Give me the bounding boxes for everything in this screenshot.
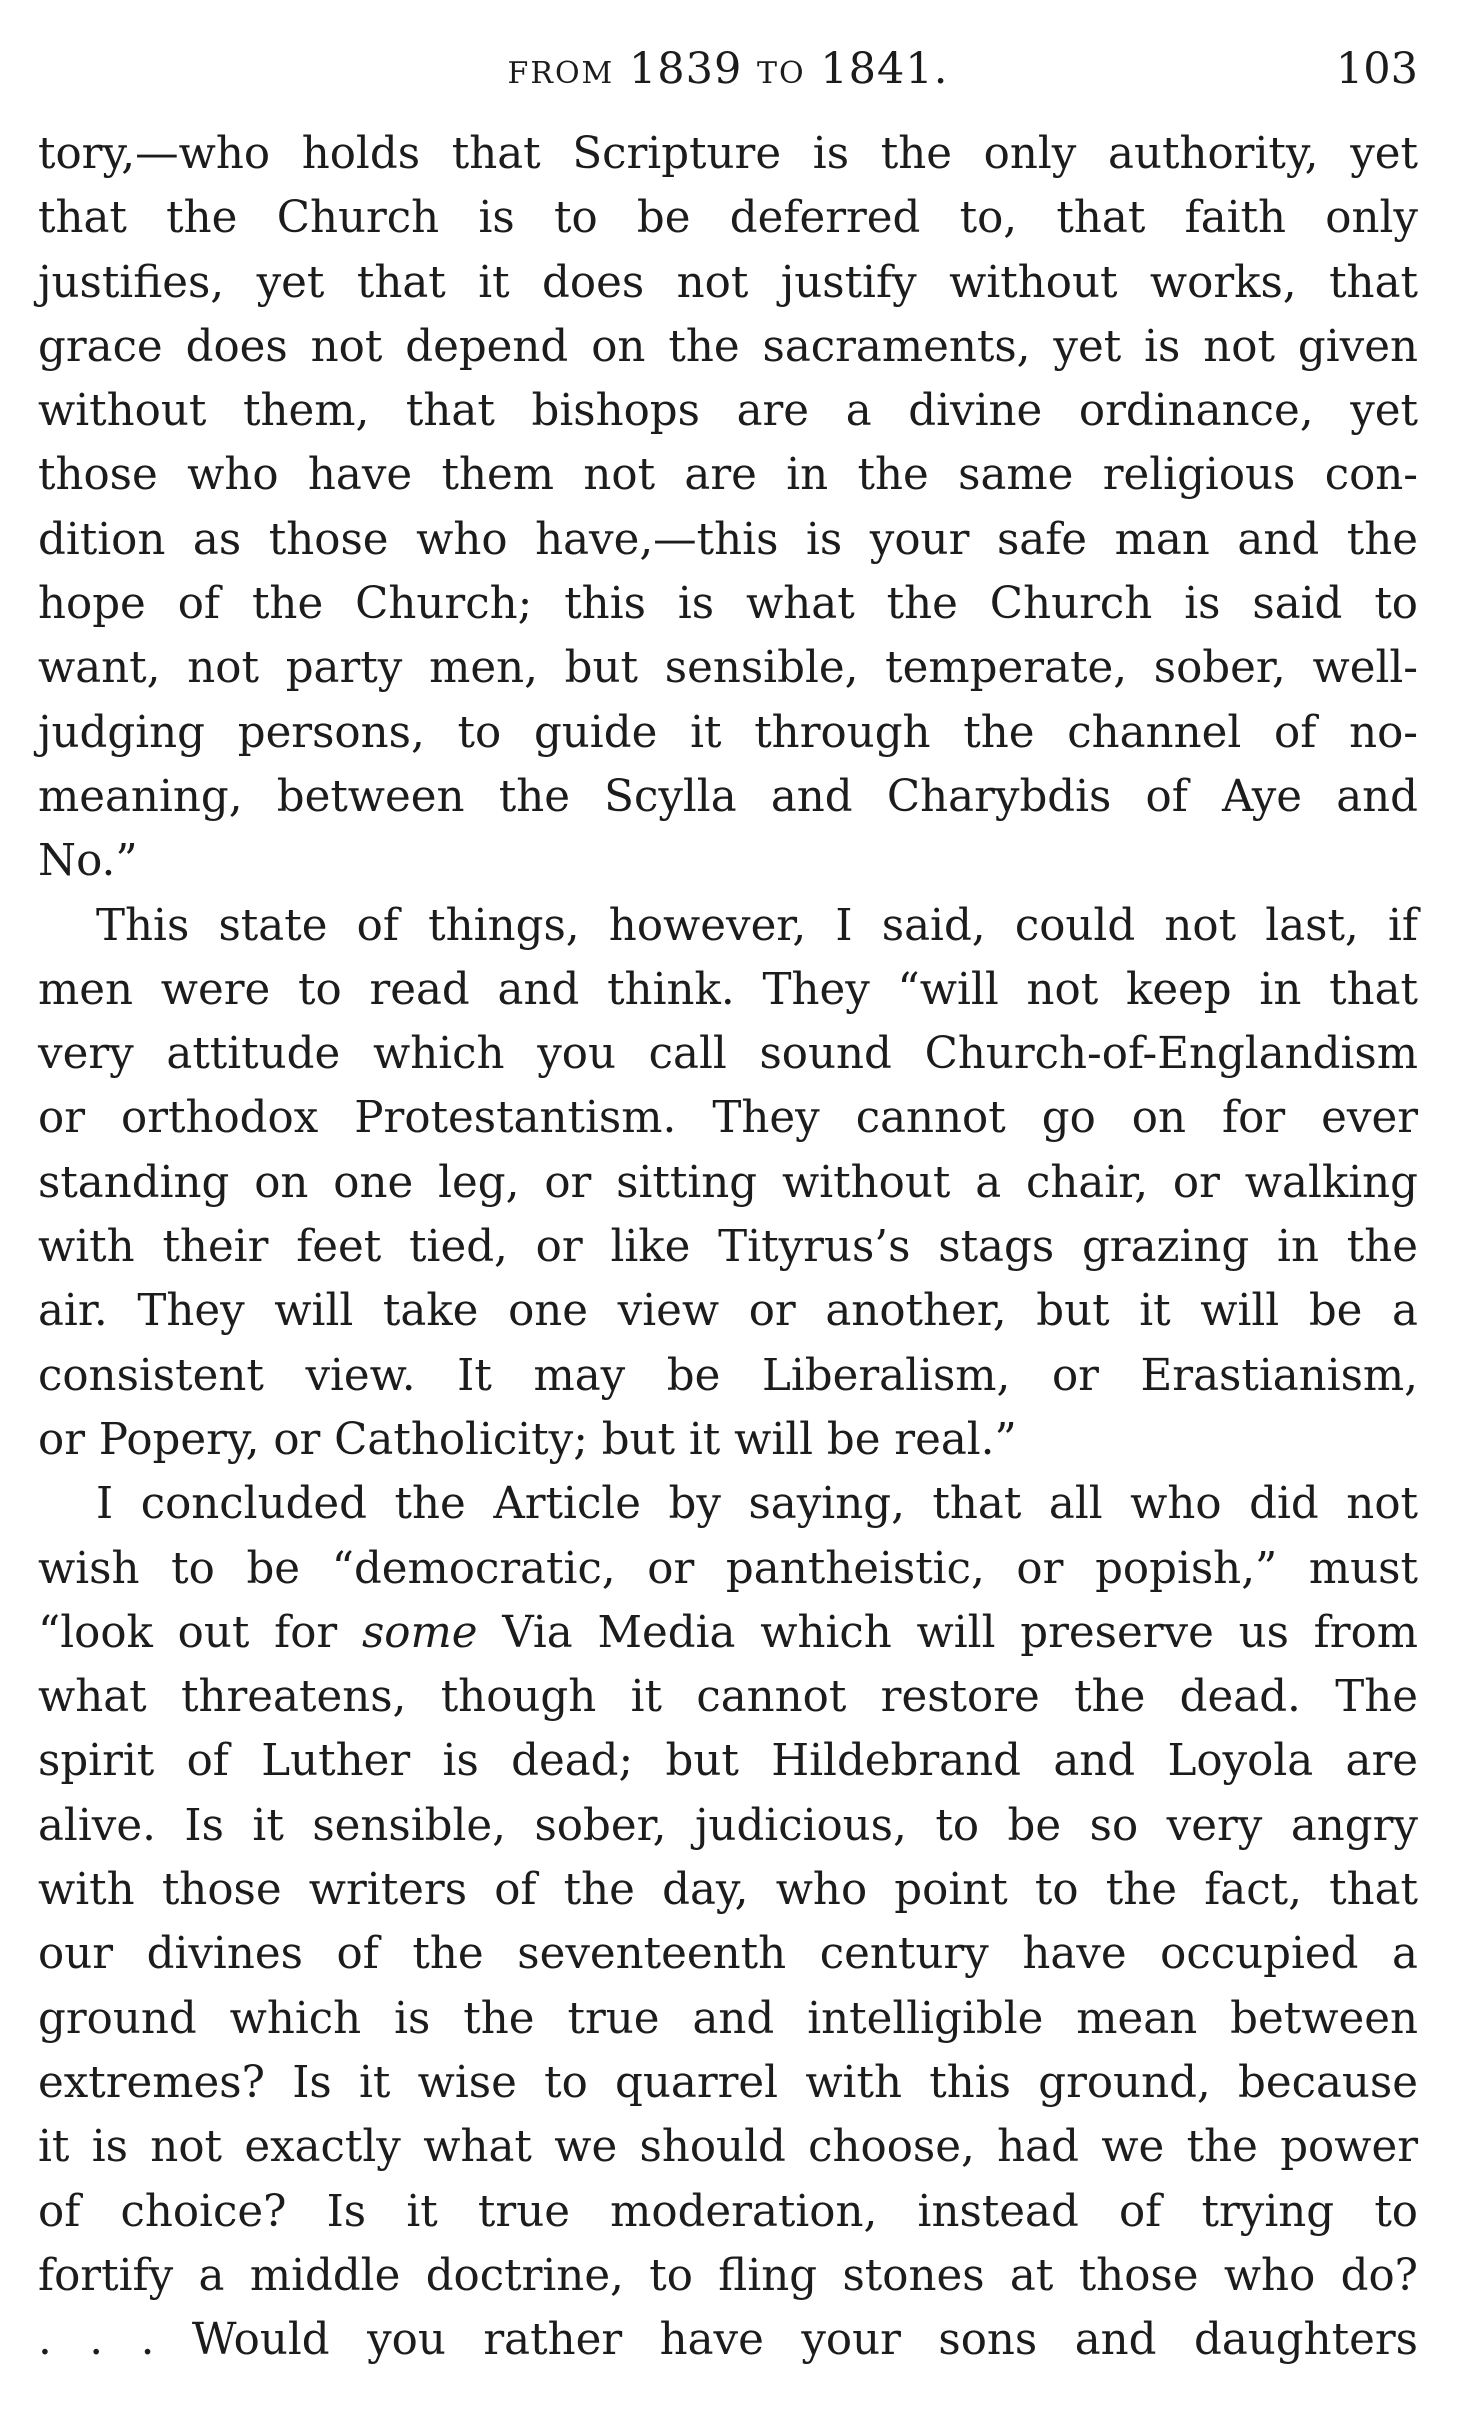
paragraph-1: [38, 122, 1418, 894]
text-line: want, not party men, but sensible, temperate, sober, well-: [38, 643, 1418, 694]
text-line: it is not exactly what we should choose, had we the power: [38, 2122, 1418, 2173]
text-line: meaning, between the Scylla and Charybdis of Aye and: [38, 771, 1418, 822]
body-text: [38, 122, 1418, 2372]
text-line: No.”: [38, 836, 138, 887]
emphasis-some: some: [361, 1607, 478, 1658]
text-line: with those writers of the day, who point to the fact, that: [38, 1865, 1418, 1916]
running-title: [38, 44, 1418, 94]
text-line: grace does not depend on the sacraments, yet is not given: [38, 321, 1418, 372]
paragraph-2: [38, 894, 1418, 1473]
text-line: that the Church is to be deferred to, that faith only: [38, 193, 1418, 244]
text-line: our divines of the seventeenth century have occupied a: [38, 1929, 1418, 1980]
text-line: dition as those who have,—this is your safe man and the: [38, 514, 1418, 565]
text-line: those who have them not are in the same religious con-: [38, 450, 1418, 501]
text-line: men were to read and think. They “will not keep in that: [38, 964, 1418, 1015]
text-line: hope of the Church; this is what the Church is said to: [38, 579, 1418, 630]
text-line: standing on one leg, or sitting without a chair, or walking: [38, 1157, 1418, 1208]
text-line: with their feet tied, or like Tityrus’s stags grazing in the: [38, 1222, 1418, 1273]
text-line: consistent view. It may be Liberalism, or Erastianism,: [38, 1350, 1418, 1401]
text-line: of choice? Is it true moderation, instead of trying to: [38, 2186, 1418, 2237]
text-line: air. They will take one view or another, but it will be a: [38, 1286, 1418, 1337]
text-line: . . . Would you rather have your sons and daughters: [38, 2315, 1418, 2366]
text-line: I concluded the Article by saying, that all who did not: [96, 1479, 1418, 1530]
title-year-end: 1841.: [820, 44, 949, 94]
title-to: TO: [757, 56, 806, 91]
paragraph-3: [38, 1472, 1418, 2372]
running-head: [38, 30, 1418, 122]
text-line: judging persons, to guide it through the channel of no-: [38, 707, 1418, 758]
text-line: very attitude which you call sound Church-of-Englandism: [38, 1029, 1418, 1080]
text-line: spirit of Luther is dead; but Hildebrand and Loyola are: [38, 1736, 1418, 1787]
title-year-start: 1839: [628, 44, 743, 94]
text-line: ground which is the true and intelligible mean between: [38, 1993, 1418, 2044]
text-line: tory,—who holds that Scripture is the only authority, yet: [38, 129, 1418, 179]
book-page: [38, 30, 1418, 2372]
text-line: or orthodox Protestantism. They cannot go on for ever: [38, 1093, 1418, 1144]
text-line: justifies, yet that it does not justify without works, that: [38, 257, 1418, 308]
text-line: or Popery, or Catholicity; but it will be real.”: [38, 1414, 1017, 1465]
text-line: “look out for some Via Media which will preserve us from: [38, 1607, 1419, 1658]
text-line: alive. Is it sensible, sober, judicious, to be so very angry: [38, 1800, 1418, 1851]
title-from: FROM: [507, 56, 615, 91]
page-number: 103: [1335, 44, 1418, 94]
text-line: without them, that bishops are a divine ordinance, yet: [38, 386, 1418, 437]
text-line: what threatens, though it cannot restore the dead. The: [38, 1672, 1418, 1723]
text-line: wish to be “democratic, or pantheistic, or popish,” must: [38, 1543, 1418, 1594]
text-line: extremes? Is it wise to quarrel with this ground, because: [38, 2057, 1418, 2108]
text-line: fortify a middle doctrine, to fling stones at those who do?: [38, 2250, 1418, 2301]
text-line: This state of things, however, I said, could not last, if: [96, 900, 1418, 951]
